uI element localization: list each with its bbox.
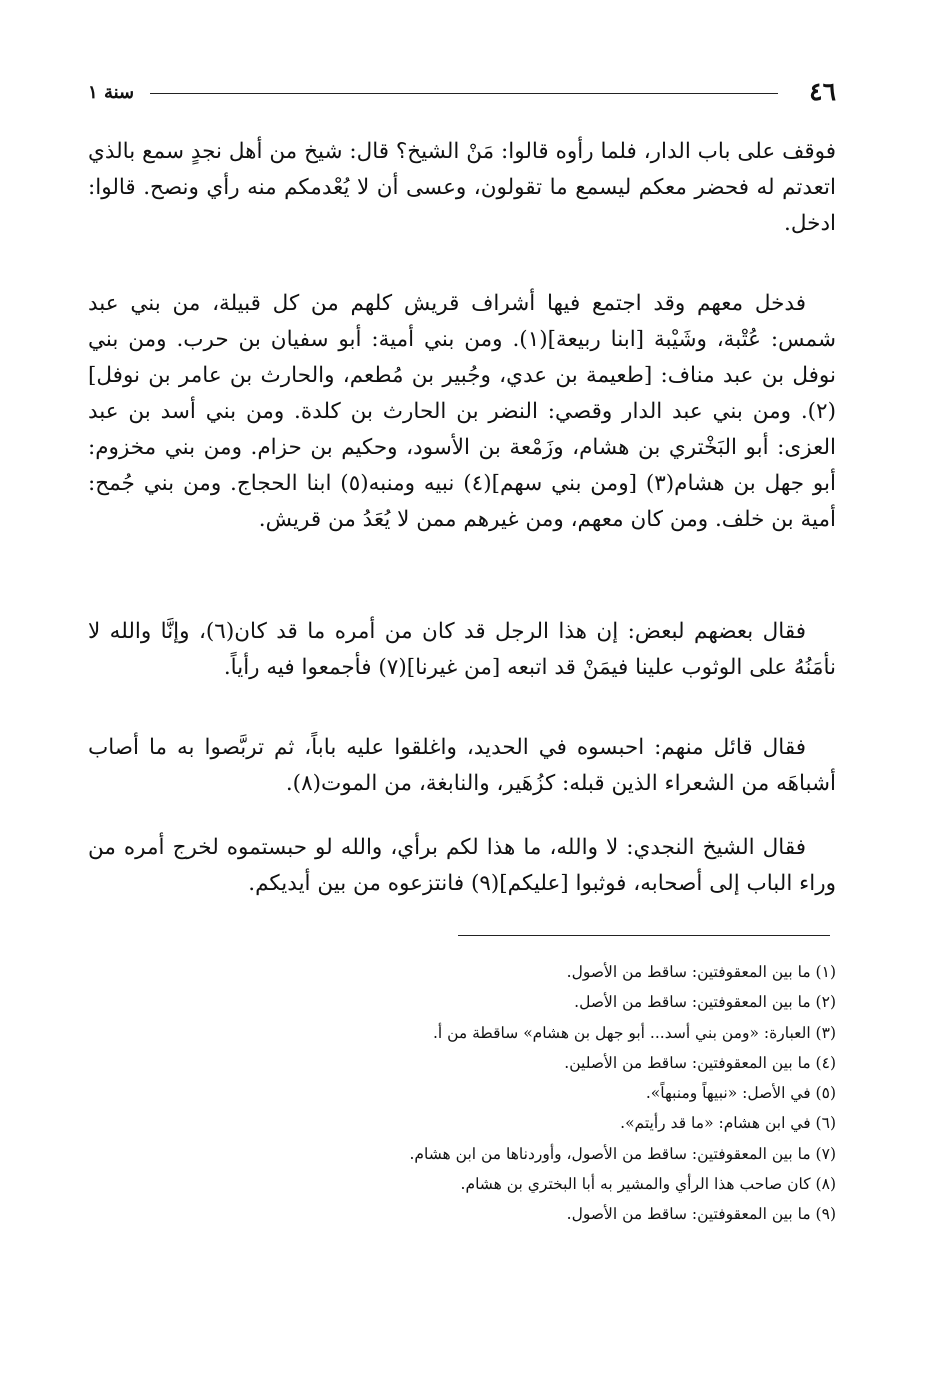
paragraph: فقال بعضهم لبعض: إن هذا الرجل قد كان من أمره ما قد كان(٦)، وإنَّا والله لا نأمَنُهُ على الوثوب علينا فيمَنْ قد اتبعه [من غيرنا](٧) فأجمعوا فيه رأياً. (88, 619, 836, 680)
footnote: (٨) كان صاحب هذا الرأي والمشير به أبا البختري بن هشام. (460, 1175, 836, 1194)
footnotes-list (216, 957, 836, 1230)
paragraph: فوقف على باب الدار، فلما رأوه قالوا: مَنْ الشيخ؟ قال: شيخ من أهل نجدٍ سمع بالذي اتعدتم له فحضر معكم ليسمع ما تقولون، وعسى أن لا يُعْدمكم منه رأي ونصح. قالوا: ادخل. (88, 139, 836, 236)
main-text (88, 134, 836, 896)
page-header (88, 76, 836, 112)
paragraph: فدخل معهم وقد اجتمع فيها أشراف قريش كلهم من كل قبيلة، من بني عبد شمس: عُتْبة، وشَيْبة [ابنا ربيعة](١). ومن بني أمية: أبو سفيان بن حرب. ومن بني نوفل بن عبد مناف: [طعيمة بن عدي، وجُبير بن مُطعم، والحارث بن عامر بن نوفل](٢). ومن بني عبد الدار وقصي: النضر بن الحارث بن كلدة. ومن بني أسد بن عبد العزى: أبو البَخْتري بن هشام، وزَمْعة بن الأسود، وحكيم بن حزام. ومن بني مخزوم: أبو جهل بن هشام(٣) [ومن بني سهم](٤) نبيه ومنبه(٥) ابنا الحجاج. ومن بني جُمح: أمية بن خلف. ومن كان معهم، ومن غيرهم ممن لا يُعَدُ من قريش. (88, 291, 836, 532)
running-title: سنة ١ (88, 82, 135, 103)
footnote: (٦) في ابن هشام: «ما قد رأيتم». (620, 1114, 836, 1133)
footnote: (٥) في الأصل: «نبيهاً ومنبهاً». (645, 1084, 836, 1103)
footnote: (٧) ما بين المعقوفتين: ساقط من الأصول، وأوردناها من ابن هشام. (409, 1144, 836, 1163)
footnote: (٤) ما بين المعقوفتين: ساقط من الأصلين. (564, 1053, 836, 1072)
footnote: (٩) ما بين المعقوفتين: ساقط من الأصول. (566, 1205, 836, 1224)
footnote: (٣) العبارة: «ومن بني أسد... أبو جهل بن هشام» ساقطة من أ. (432, 1023, 836, 1042)
page-number: ٤٦ (809, 77, 836, 106)
footnote: (١) ما بين المعقوفتين: ساقط من الأصول. (566, 963, 836, 981)
footnote: (٢) ما بين المعقوفتين: ساقط من الأصل. (574, 993, 836, 1012)
footnote-separator (458, 935, 830, 936)
paragraph: فقال قائل منهم: احبسوه في الحديد، واغلقوا عليه باباً، ثم تربَّصوا به ما أصاب أشباهَه من الشعراء الذين قبله: كزُهَير، والنابغة، من الموت(٨). (88, 735, 836, 796)
paragraph: فقال الشيخ النجدي: لا والله، ما هذا لكم برأي، والله لو حبستموه لخرج أمره من وراء الباب إلى أصحابه، فوثبوا [عليكم](٩) فانتزعوه من بين أيديكم. (88, 835, 836, 896)
header-rule (150, 93, 778, 94)
